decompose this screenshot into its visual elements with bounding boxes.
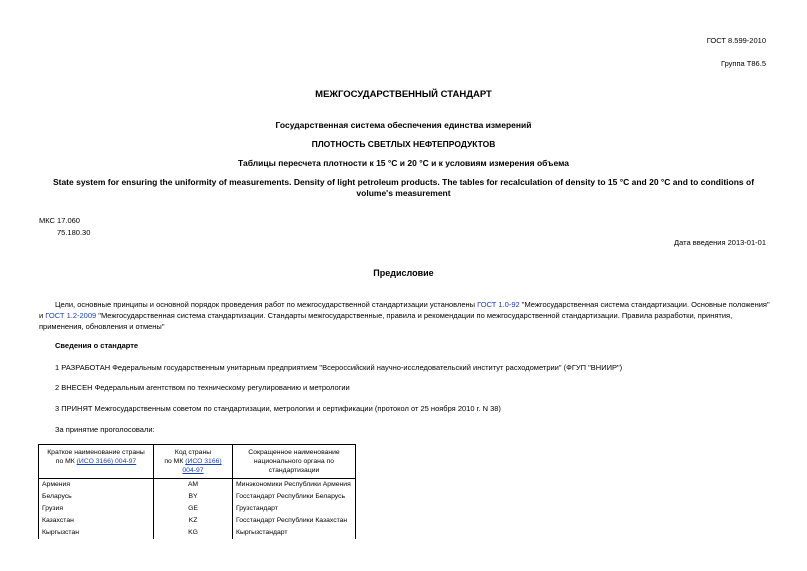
group-code: Группа Т86.5 (720, 59, 766, 68)
country-name-cell: Кыргызстан (39, 527, 154, 539)
english-title: State system for ensuring the uniformity of measurements. Density of light petroleum products. The tables for recalculation of density to 15 °C and 20 °C and to conditions of volume's measurement (52, 177, 755, 198)
iso-3166-code-link[interactable]: (ИСО 3166) 004-97 (182, 458, 222, 474)
table-header-row (39, 445, 356, 479)
preface-paragraph (39, 299, 771, 332)
table-row (39, 503, 356, 515)
header-country-code (154, 445, 233, 479)
gost-1-0-link[interactable]: ГОСТ 1.0-92 (477, 300, 520, 309)
standard-info-heading: Сведения о стандарте (55, 341, 139, 350)
header-country-code-text: Код страны (174, 449, 212, 456)
gost-1-2-link[interactable]: ГОСТ 1.2-2009 (45, 311, 97, 320)
standards-body-cell: Кыргызстандарт (233, 527, 356, 539)
system-title: Государственная система обеспечения единства измерений (275, 120, 532, 130)
preface-text-1: Цели, основные принципы и основной порядок проведения работ по межгосударственной стандартизации установлены (55, 300, 478, 309)
mks-code-2: 75.180.30 (57, 228, 91, 237)
standards-body-cell: Грузстандарт (233, 503, 356, 515)
country-code-cell: BY (154, 491, 233, 503)
standards-body-cell: Госстандарт Республики Беларусь (233, 491, 356, 503)
tables-title: Таблицы пересчета плотности к 15 °С и 20 °С и к условиям измерения объема (238, 158, 569, 168)
preface-text-2: "Межгосударственная система стандартизации. Основные положения" и (39, 300, 770, 320)
table-row (39, 479, 356, 492)
voting-countries-table (38, 444, 356, 539)
preface-text-3: "Межгосударственная система стандартизации. Стандарты межгосударственные, правила и рекомендации по межгосударственной стандартизации. Правила разработки, принятия, применения, обновления и отмены" (39, 311, 733, 331)
country-name-cell: Казахстан (39, 515, 154, 527)
header-country-name (39, 445, 154, 479)
country-name-cell: Грузия (39, 503, 154, 515)
country-name-cell: Армения (39, 479, 154, 492)
country-code-cell: KG (154, 527, 233, 539)
header-country-name-prefix: по МК (55, 458, 77, 465)
standards-body-cell: Госстандарт Республики Казахстан (233, 515, 356, 527)
country-code-cell: AM (154, 479, 233, 492)
document-type-title: МЕЖГОСУДАРСТВЕННЫЙ СТАНДАРТ (315, 89, 492, 100)
standards-body-cell: Минэкономики Республики Армения (233, 479, 356, 492)
table-row (39, 515, 356, 527)
mks-code-1: МКС 17.060 (39, 216, 80, 225)
info-item-submitted: 2 ВНЕСЕН Федеральным агентством по техническому регулированию и метрологии (55, 383, 350, 392)
info-item-adopted: 3 ПРИНЯТ Межгосударственным советом по стандартизации, метрологии и сертификации (протокол от 25 ноября 2010 г. N 38) (55, 404, 501, 413)
country-code-cell: GE (154, 503, 233, 515)
country-name-cell: Беларусь (39, 491, 154, 503)
header-country-name-text: Краткое наименование страны (47, 449, 145, 456)
info-item-developed: 1 РАЗРАБОТАН Федеральным государственным унитарным предприятием "Всероссийский научно-исследовательский институт расходометрии" (ФГУП "ВНИИР") (55, 363, 623, 372)
iso-3166-link[interactable]: (ИСО 3166) 004-97 (76, 458, 137, 465)
preface-heading: Предисловие (373, 268, 434, 278)
header-country-code-prefix: по МК (164, 458, 186, 465)
intro-date: Дата введения 2013-01-01 (674, 238, 766, 247)
product-title: ПЛОТНОСТЬ СВЕТЛЫХ НЕФТЕПРОДУКТОВ (311, 139, 496, 149)
table-row (39, 491, 356, 503)
gost-number: ГОСТ 8.599-2010 (706, 36, 766, 45)
table-row (39, 527, 356, 539)
voted-label: За принятие проголосовали: (55, 425, 155, 434)
country-code-cell: KZ (154, 515, 233, 527)
header-standards-body: Сокращенное наименование национального органа по стандартизации (233, 445, 356, 479)
